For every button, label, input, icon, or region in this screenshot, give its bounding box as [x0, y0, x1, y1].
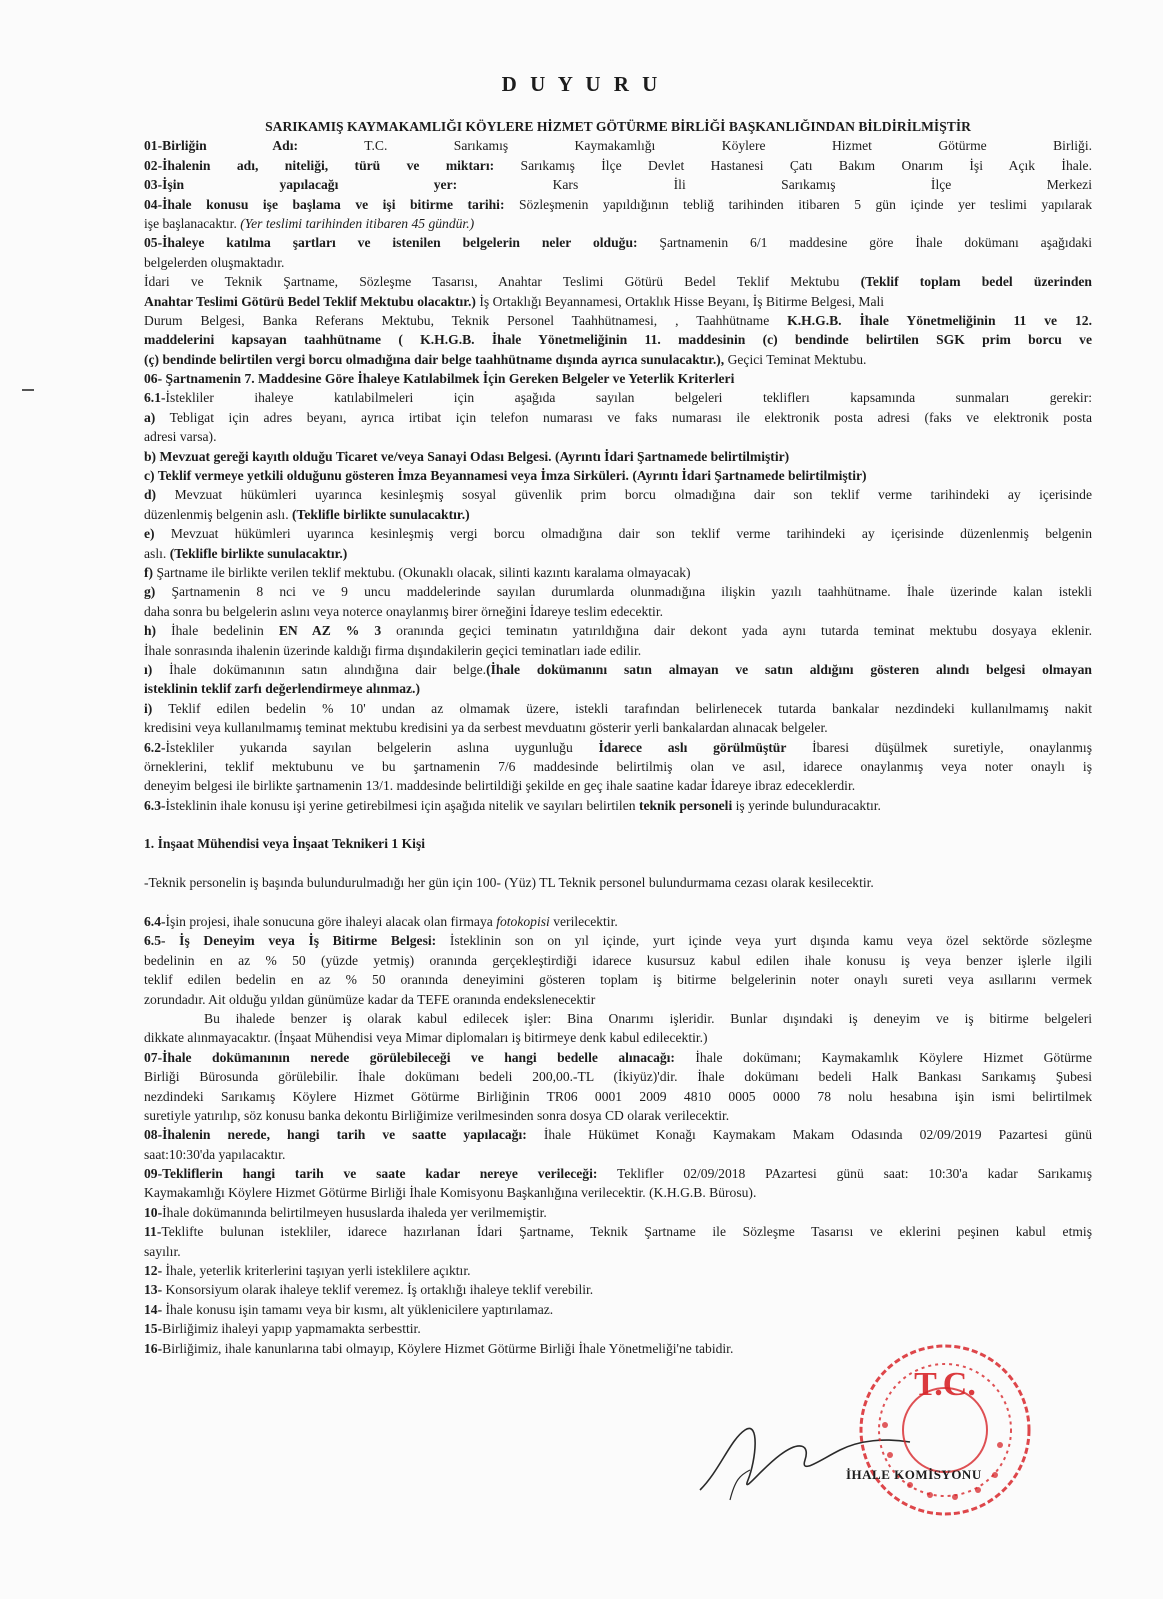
- body-line: İhale sonrasında ihalenin üzerinde kaldığı firma dışındakilerin geçici teminatları iade edilir.: [144, 642, 642, 658]
- body-line: Birliği Bürosunda görülebilir. İhale dokümanı bedeli 200,00.-TL (İkiyüz)'dir. İhale dokümanı bedeli Halk Bankası Sarıkamış Şubesi: [144, 1069, 1092, 1085]
- body-line: dikkate alınmayacaktır. (İnşaat Mühendisi veya Mimar diplomaları iş bitirmeye denk kabul edilecektir.): [144, 1030, 708, 1046]
- penalty-note: -Teknik personelin iş başında bulundurulmadığı her gün için 100- (Yüz) TL Teknik personel bulundurmama cezası olarak kesilecektir.: [144, 875, 874, 891]
- staff-row: [144, 834, 1092, 853]
- body-line: 02-İhalenin adı, niteliği, türü ve miktarı: Sarıkamış İlçe Devlet Hastanesi Çatı Bakım Onarım İşi Açık İhale.: [144, 157, 1092, 173]
- body-line: 6.2-İstekliler yukarıda sayılan belgelerin aslına uygunluğu İdarece aslı görülmüştür İbaresi düşülmek suretiyle, onaylanmış: [144, 739, 1092, 755]
- body-line: 03-İşin yapılacağı yer: Kars İli Sarıkamış İlçe Merkezi: [144, 177, 1092, 193]
- body-line: i) Teklif edilen bedelin % 10' undan az olmamak üzere, istekli tarafından belirlenecek tutarda bankalar nezdindeki kullanılmamış nakit: [144, 700, 1092, 716]
- body-line: h) İhale bedelinin EN AZ % 3 oranında geçici teminatın yatırıldığına dair dekont yada aynı tutarda teminat mektubu dosyaya eklenir.: [144, 623, 1092, 639]
- body-line: aslı. (Teklifle birlikte sunulacaktır.): [144, 545, 348, 561]
- body-line: düzenlenmiş belgenin aslı. (Teklifle birlikte sunulacaktır.): [144, 506, 470, 522]
- body-line: zorundadır. Ait olduğu yıldan günümüze kadar da TEFE oranında endekslenecektir: [144, 991, 596, 1007]
- body-line: teklif edilen bedelin en az % 50 oranında deneyimini gösteren toplam iş bitirme belgelerinin noter onaylı sureti veya asıllarını vermek: [144, 972, 1092, 988]
- body-line: Kaymakamlığı Köylere Hizmet Götürme Birliği İhale Komisyonu Başkanlığına verilecektir. (K.H.G.B. Bürosu).: [144, 1185, 757, 1201]
- section-064-16: [144, 912, 1092, 1358]
- body-line: 6.3-İsteklinin ihale konusu işi yerine getirebilmesi için aşağıda nitelik ve sayıları belirtilen teknik personeli iş yerinde bulunduracaktır.: [144, 797, 881, 813]
- staff-role: 1. İnşaat Mühendisi veya İnşaat Teknikeri: [144, 836, 388, 852]
- body-line: deneyim belgesi ile birlikte şartnamenin 13/1. maddesinde belirtildiği şekilde en geç ihale saatine kadar İdareye ibraz edeceklerdir.: [144, 778, 856, 794]
- body-line: 06- Şartnamenin 7. Maddesine Göre İhaleye Katılabilmek İçin Gereken Belgeler ve Yeterlik Kriterleri: [144, 371, 735, 387]
- body-line: kredisini veya kullanılmamış teminat mektubu kredisini ya da serbest mevduatını gösterir yerli bankalardan alınacak belgeler.: [144, 720, 828, 736]
- committee-label: İHALE KOMİSYONU: [846, 1467, 982, 1482]
- body-line: 6.4-İşin projesi, ihale sonucuna göre ihaleyi alacak olan firmaya fotokopisi verilecektir.: [144, 914, 618, 930]
- body-line: Anahtar Teslimi Götürü Bedel Teklif Mektubu olacaktır.) İş Ortaklığı Beyannamesi, Ortaklık Hisse Beyanı, İş Bitirme Belgesi, Mali: [144, 293, 885, 309]
- body-line: saat:10:30'da yapılacaktır.: [144, 1146, 286, 1162]
- body-line: (ç) bendinde belirtilen vergi borcu olmadığına dair belge taahhütname dışında ayrıca sunulacaktır.), Geçici Teminat Mektubu.: [144, 351, 867, 367]
- body-line: d) Mevzuat hükümleri uyarınca kesinleşmiş sosyal güvenlik prim borcu olmadığına dair son teklif verme tarihindeki ay içerisinde: [144, 487, 1092, 503]
- body-line: 12- İhale, yeterlik kriterlerini taşıyan yerli isteklilere açıktır.: [144, 1263, 471, 1279]
- body-line: 6.5- İş Deneyim veya İş Bitirme Belgesi: İsteklinin son on yıl içinde, yurt içinde veya yurt dışında kamu veya özel sektörde sözleşme: [144, 933, 1092, 949]
- body-line: 15-Birliğimiz ihaleyi yapıp yapmamakta serbesttir.: [144, 1321, 421, 1337]
- body-line: Bu ihalede benzer iş olarak kabul edilecek işler: Bina Onarımı işleridir. Bunlar dışındaki iş deneyim ve iş bitirme belgeleri: [204, 1010, 1092, 1026]
- announcement-body: [144, 117, 1092, 1358]
- body-line: 16-Birliğimiz, ihale kanunlarına tabi olmayıp, Köylere Hizmet Götürme Birliği İhale Yönetmeliği'ne tabidir.: [144, 1340, 734, 1356]
- announcement-header: SARIKAMIŞ KAYMAKAMLIĞI KÖYLERE HİZMET GÖTÜRME BİRLİĞİ BAŞKANLIĞINDAN BİLDİRİLMİŞTİR: [265, 119, 971, 134]
- body-line: örneklerini, teklif mektubunu ve bu şartnamenin 7/6 maddesinde belirtilmiş olan ve asıl, idarece onaylanmış veya noter onaylı iş: [144, 758, 1092, 774]
- body-line: sayılır.: [144, 1243, 181, 1259]
- body-line: 13- Konsorsiyum olarak ihaleye teklif veremez. İş ortaklığı ihaleye teklif verebilir.: [144, 1282, 594, 1298]
- body-line: 10-İhale dokümanında belirtilmeyen hususlarda ihaleda yer verilmemiştir.: [144, 1204, 547, 1220]
- body-line: c) Teklif vermeye yetkili olduğunu gösteren İmza Beyannamesi veya İmza Sirküleri. (Ayrıntı İdari Şartnamede belirtilmiştir): [144, 468, 867, 484]
- body-line: f) Şartname ile birlikte verilen teklif mektubu. (Okunaklı olacak, silinti kazıntı karalama olmayacak): [144, 564, 691, 580]
- body-line: 09-Tekliflerin hangi tarih ve saate kadar nereye verileceği: Teklifler 02/09/2018 PAzartesi günü saat: 10:30'a kadar Sarıkamış: [144, 1166, 1092, 1182]
- body-line: a) Tebligat için adres beyanı, ayrıca irtibat için telefon numarası ve faks numarası ile elektronik posta adresi (faks ve elektronik posta: [144, 409, 1092, 425]
- body-line: 11-Teklifte bulunan istekliler, idarece hazırlanan İdari Şartname, Teknik Şartname ile Sözleşme Tasarısı ve eklerini peşinen kabul etmiş: [144, 1224, 1092, 1240]
- body-line: nezdindeki Sarıkamış Köylere Hizmet Götürme Birliğinin TR06 0001 2009 4810 0005 0000 78 nolu hesabına işin ismi belirtilmek: [144, 1088, 1092, 1104]
- body-line: daha sonra bu belgelerin aslını veya noterce onaylanmış birer örneğini İdareye teslim edecektir.: [144, 603, 664, 619]
- body-line: İdari ve Teknik Şartname, Sözleşme Tasarısı, Anahtar Teslimi Götürü Bedel Teklif Mektubu (Teklif toplam bedel üzerinden: [144, 274, 1092, 290]
- seal-text: T.C.: [914, 1366, 976, 1403]
- body-line: 07-İhale dokümanının nerede görülebileceği ve hangi bedelle alınacağı: İhale dokümanı; Kaymakamlık Köylere Hizmet Götürme: [144, 1049, 1092, 1065]
- body-line: ı) İhale dokümanının satın alındığına dair belge.(İhale dokümanını satın almayan ve satın aldığını gösteren alındı belgesi olmayan: [144, 661, 1092, 677]
- document-title: D U Y U R U: [501, 72, 662, 96]
- body-line: e) Mevzuat hükümleri uyarınca kesinleşmiş vergi borcu olmadığına dair son teklif verme tarihindeki ay içerisinde düzenlenmiş belgenin: [144, 526, 1092, 542]
- body-line: Durum Belgesi, Banka Referans Mektubu, Teknik Personel Taahhütnamesi, , Taahhütname K.H.G.B. İhale Yönetmeliğinin 11 ve 12.: [144, 312, 1092, 328]
- body-line: 05-İhaleye katılma şartları ve istenilen belgelerin neler olduğu: Şartnamenin 6/1 maddesine göre İhale dokümanı aşağıdaki: [144, 235, 1092, 251]
- body-line: isteklinin teklif zarfı değerlendirmeye alınmaz.): [144, 681, 420, 697]
- body-line: işe başlanacaktır. (Yer teslimi tarihinden itibaren 45 gündür.): [144, 215, 475, 231]
- body-line: 08-İhalenin nerede, hangi tarih ve saatte yapılacağı: İhale Hükümet Konağı Kaymakam Makam Odasında 02/09/2019 Pazartesi günü: [144, 1127, 1092, 1143]
- body-line: g) Şartnamenin 8 nci ve 9 uncu maddelerinde sayılan durumlarda olunmadığına ilişkin yazılı taahhütname. İhale üzerinde kalan istekli: [144, 584, 1092, 600]
- section-01-06: [144, 136, 1092, 815]
- body-line: 14- İhale konusu işin tamamı veya bir kısmı, alt yüklenicilere yaptırılamaz.: [144, 1301, 554, 1317]
- staff-count: 1 Kişi: [391, 836, 426, 852]
- margin-mark: [22, 389, 34, 391]
- body-line: belgelerden oluşmaktadır.: [144, 254, 285, 270]
- body-line: 6.1-İstekliler ihaleye katılabilmeleri için aşağıda sayılan belgeleri tekliflerı kapsamında sunmaları gerekir:: [144, 390, 1092, 406]
- body-line: suretiyle yatırılıp, söz konusu banka dekontu Birliğimize verilmesinden sonra dosya CD olarak verilecektir.: [144, 1107, 730, 1123]
- body-line: 04-İhale konusu işe başlama ve işi bitirme tarihi: Sözleşmenin yapıldığının tebliğ tarihinden itibaren 5 gün içinde yer teslimi yapılarak: [144, 196, 1092, 212]
- body-line: 01-Birliğin Adı: T.C. Sarıkamış Kaymakamlığı Köylere Hizmet Götürme Birliği.: [144, 138, 1092, 154]
- body-line: b) Mevzuat gereği kayıtlı olduğu Ticaret ve/veya Sanayi Odası Belgesi. (Ayrıntı İdari Şartnamede belirtilmiştir): [144, 448, 790, 464]
- official-seal: [850, 1335, 1040, 1525]
- body-line: adresi varsa).: [144, 429, 217, 445]
- body-line: bedelinin en az % 50 (yüzde yetmiş) oranında gerçekleştirdiği idarece kusursuz kabul edilen ihale konusu iş veya benzer işlerle ilgili: [144, 952, 1092, 968]
- body-line: maddelerini kapsayan taahhütname ( K.H.G.B. İhale Yönetmeliğinin 11. maddesinin (c) bendinde belirtilen SGK prim borcu ve: [144, 332, 1092, 348]
